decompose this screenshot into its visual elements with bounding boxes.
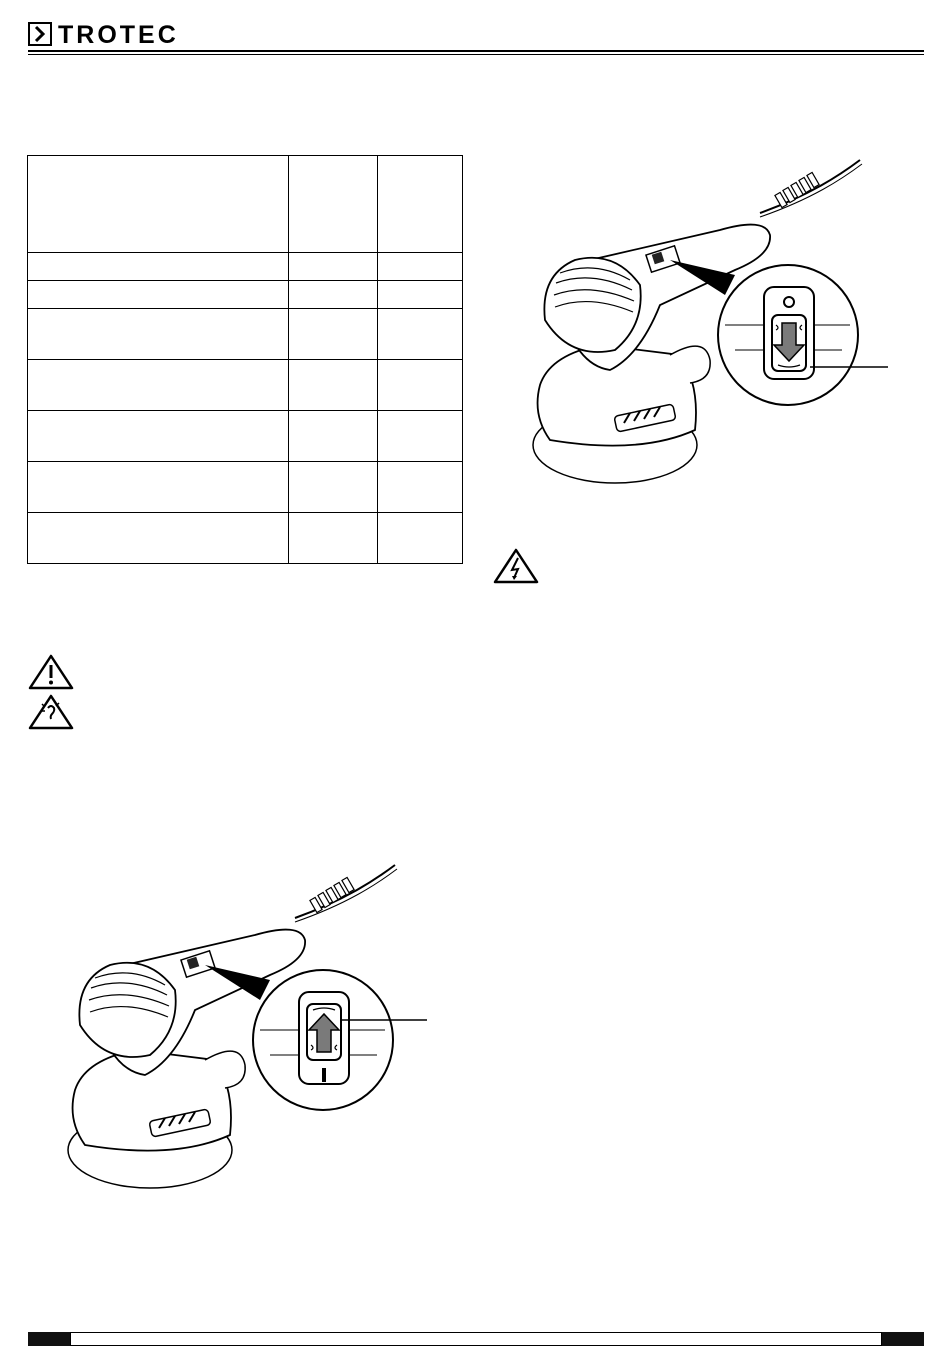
footer-block-right — [882, 1332, 924, 1346]
footer-band — [70, 1332, 882, 1346]
table-row — [28, 309, 463, 360]
footer-block-left — [28, 1332, 70, 1346]
page-header — [28, 18, 924, 54]
table-row — [28, 462, 463, 513]
header-rule-thin — [28, 54, 924, 55]
table-row — [28, 156, 463, 253]
page-footer — [28, 1332, 924, 1346]
brand-logo: TROTEC — [58, 21, 179, 49]
sander-switch-on-illustration — [55, 860, 435, 1195]
table-row — [28, 253, 463, 281]
electric-hazard-icon — [493, 548, 539, 584]
warning-triangle-icon — [28, 654, 74, 690]
chevron-right-icon — [30, 24, 50, 44]
hearing-protection-icon — [28, 694, 74, 730]
spec-table — [27, 155, 463, 564]
table-row — [28, 411, 463, 462]
table-row — [28, 281, 463, 309]
table-row — [28, 360, 463, 411]
logo-mark — [28, 22, 52, 46]
sander-switch-off-illustration — [520, 155, 900, 490]
header-rule — [28, 50, 924, 52]
table-row — [28, 513, 463, 564]
